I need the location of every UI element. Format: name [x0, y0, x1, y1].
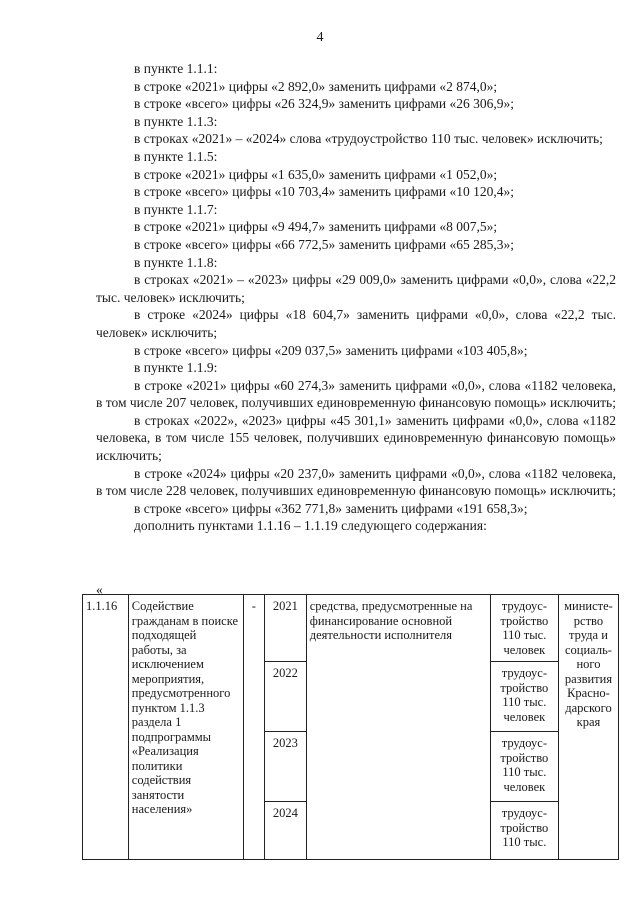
paragraph: в строке «2021» цифры «1 635,0» заменить цифрами «1 052,0»;	[134, 166, 498, 182]
result-text: трудоус- тройство 110 тыс. человек	[500, 666, 549, 724]
executor-text: министе- рство труда и социаль- ного развития Красно- дарского края	[564, 599, 613, 729]
paragraph: дополнить пунктами 1.1.16 – 1.1.19 следующего содержания:	[134, 518, 487, 534]
paragraph: в строках «2021» – «2023» цифры «29 009,0» заменить цифрами «0,0», слова «22,2 тыс. человек» исключить;	[96, 272, 616, 305]
paragraph: в строке «2024» цифры «18 604,7» заменить цифрами «0,0», слова «22,2 тыс. человек» исключить;	[96, 307, 616, 340]
result-text: трудоус- тройство 110 тыс.	[500, 806, 549, 849]
paragraph: в строке «всего» цифры «66 772,5» заменить цифрами «65 285,3»;	[134, 236, 515, 252]
paragraph: в пункте 1.1.9:	[134, 360, 218, 376]
paragraph: в строке «2021» цифры «2 892,0» заменить цифрами «2 874,0»;	[134, 78, 498, 94]
year-cell: 2021	[265, 595, 307, 662]
dash-cell: -	[243, 595, 264, 860]
paragraph: в пункте 1.1.7:	[134, 201, 218, 217]
result-text: трудоус- тройство 110 тыс. человек	[500, 599, 549, 657]
paragraph: в строках «2021» – «2024» слова «трудоустройство 110 тыс. человек» исключить;	[134, 131, 603, 147]
paragraph: в строке «всего» цифры «26 324,9» заменить цифрами «26 306,9»;	[134, 96, 515, 112]
result-cell	[490, 732, 558, 802]
item-number: 1.1.16	[83, 595, 129, 860]
opening-quote: «	[96, 582, 103, 597]
program-table	[82, 594, 619, 860]
paragraph: в пункте 1.1.1:	[134, 61, 218, 76]
funding-source: средства, предусмотренные на финансирование основной деятельности исполнителя	[306, 595, 490, 860]
paragraph: в строке «2021» цифры «9 494,7» заменить цифрами «8 007,5»;	[134, 219, 498, 235]
item-name: Содействие гражданам в поиске подходящей работы, за исключением мероприятия, предусмотренного пунктом 1.1.3 раздела 1 подпрограммы «Реализация политики содействия занятости населения»	[128, 595, 243, 860]
year-cell: 2022	[265, 662, 307, 732]
paragraph: в пункте 1.1.5:	[134, 148, 218, 164]
paragraph: в строке «всего» цифры «209 037,5» заменить цифрами «103 405,8»;	[134, 342, 528, 358]
result-cell	[490, 595, 558, 662]
year-cell: 2023	[265, 732, 307, 802]
paragraph: в строке «2024» цифры «20 237,0» заменить цифрами «0,0», слова «1182 человека, в том числе 228 человек, получивших единовременную финансовую помощь» исключить;	[96, 465, 616, 499]
paragraph: в пункте 1.1.3:	[134, 113, 218, 129]
result-cell	[490, 802, 558, 860]
result-text: трудоус- тройство 110 тыс. человек	[500, 736, 549, 794]
year-cell: 2024	[265, 802, 307, 860]
paragraph: в строке «2021» цифры «60 274,3» заменить цифрами «0,0», слова «1182 человека, в том числе 207 человек, получивших единовременную финансовую помощь» исключить;	[96, 377, 616, 411]
amendment-text	[96, 60, 616, 535]
paragraph: в пункте 1.1.8:	[134, 254, 218, 270]
result-cell	[490, 662, 558, 732]
table-row	[83, 595, 619, 662]
page-number: 4	[316, 30, 324, 45]
paragraph: в строке «всего» цифры «362 771,8» заменить цифрами «191 658,3»;	[134, 500, 528, 516]
paragraph: в строке «всего» цифры «10 703,4» заменить цифрами «10 120,4»;	[134, 184, 515, 200]
paragraph: в строках «2022», «2023» цифры «45 301,1» заменить цифрами «0,0», слова «1182 человека, в том числе 155 человек, получивших единовременную финансовую помощь» исключить;	[96, 412, 616, 464]
executor	[558, 595, 618, 860]
